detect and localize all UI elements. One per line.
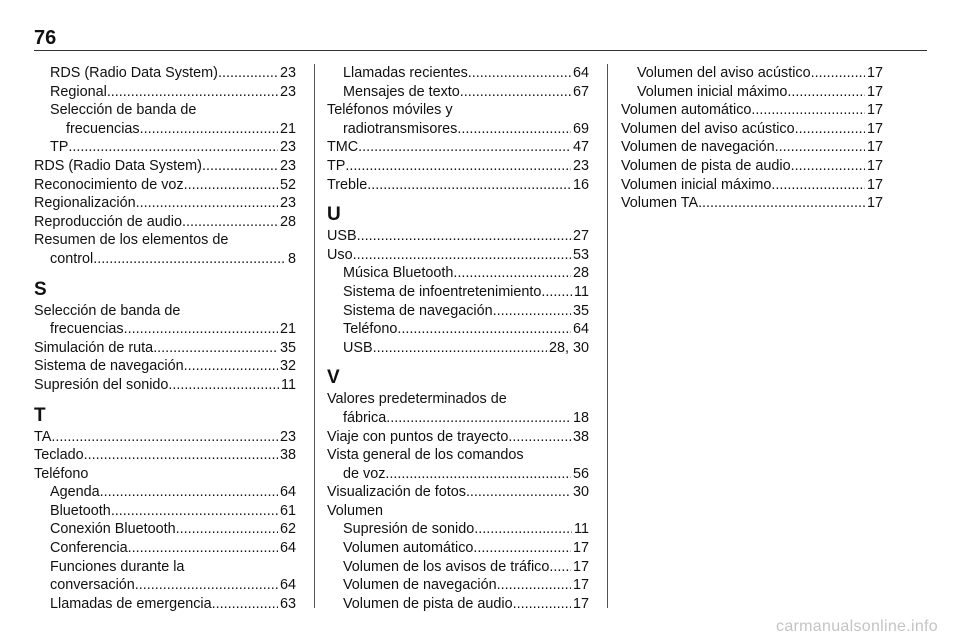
dot-leader <box>367 176 571 195</box>
index-term: RDS (Radio Data System) <box>50 65 218 81</box>
index-heading: Selección de banda de <box>50 102 197 119</box>
column-divider <box>607 64 608 608</box>
page-ref: 62 <box>279 521 296 538</box>
dot-leader <box>345 157 571 176</box>
index-term: Agenda <box>50 484 100 501</box>
dot-leader <box>541 283 572 302</box>
dot-leader <box>93 250 286 269</box>
index-entry <box>34 64 296 83</box>
dot-leader <box>140 120 278 139</box>
dot-leader <box>771 176 865 195</box>
index-entry <box>34 502 296 521</box>
index-entry <box>621 194 883 213</box>
index-column-3 <box>621 64 883 213</box>
index-term: control <box>50 250 94 267</box>
index-term: Mensajes de texto <box>343 83 460 100</box>
dot-leader <box>787 83 865 102</box>
page-ref: 23 <box>279 83 296 100</box>
index-entry <box>34 520 296 539</box>
page-ref: 23 <box>279 195 296 212</box>
index-entry <box>34 376 296 395</box>
page-number: 76 <box>34 27 57 49</box>
index-entry <box>34 446 296 465</box>
index-term: Regional <box>50 83 107 100</box>
page-ref: 63 <box>279 595 296 612</box>
page-ref: 17 <box>572 577 589 594</box>
page-ref: 56 <box>572 465 589 482</box>
index-term: Volumen del aviso acústico <box>621 120 795 137</box>
index-heading: Teléfono <box>34 465 89 482</box>
dot-leader <box>457 120 571 139</box>
index-term: Volumen de pista de audio <box>343 595 513 612</box>
index-term: Sistema de infoentretenimiento <box>343 283 542 300</box>
index-term: Volumen de navegación <box>621 139 775 156</box>
page-ref: 11 <box>281 376 296 393</box>
index-term: Visualización de fotos <box>327 484 466 501</box>
index-term: Volumen automático <box>343 540 474 557</box>
index-term: Simulación de ruta <box>34 339 154 356</box>
dot-leader <box>385 465 571 484</box>
dot-leader <box>791 157 865 176</box>
index-term: Sistema de navegación <box>34 358 184 375</box>
dot-leader <box>135 576 278 595</box>
header-rule <box>34 50 927 51</box>
index-term: conversación <box>50 577 135 594</box>
index-term: Volumen inicial máximo <box>621 176 772 193</box>
dot-leader <box>136 194 278 213</box>
index-entry <box>621 120 883 139</box>
index-entry <box>621 138 883 157</box>
index-term: Volumen de navegación <box>343 577 497 594</box>
index-column-1 <box>34 64 296 613</box>
page-ref: 64 <box>572 65 589 81</box>
index-heading: Volumen <box>327 502 384 519</box>
index-entry <box>34 250 296 269</box>
page-ref: 28, 30 <box>548 339 589 356</box>
page-ref: 28 <box>572 265 589 282</box>
dot-leader <box>751 101 865 120</box>
index-entry <box>34 428 296 447</box>
index-entry <box>34 120 296 139</box>
index-section-letter: T <box>34 404 46 426</box>
page-ref: 21 <box>279 321 296 338</box>
index-entry <box>327 320 589 339</box>
index-term: TMC <box>327 139 359 156</box>
page-ref: 17 <box>572 595 589 612</box>
page-ref: 27 <box>572 228 589 245</box>
page-ref: 17 <box>866 157 883 174</box>
page-ref: 23 <box>279 139 296 156</box>
index-section-letter: V <box>327 367 340 389</box>
index-entry <box>327 246 589 265</box>
index-term: Sistema de navegación <box>343 302 493 319</box>
index-term: RDS (Radio Data System) <box>34 157 202 174</box>
index-term: USB <box>343 339 373 356</box>
dot-leader <box>184 176 278 195</box>
dot-leader <box>493 302 571 321</box>
index-entry <box>34 157 296 176</box>
index-entry <box>621 176 883 195</box>
page-ref: 64 <box>279 577 296 594</box>
dot-leader <box>357 227 571 246</box>
index-term: de voz <box>343 465 386 482</box>
dot-leader <box>84 446 278 465</box>
page-ref: 23 <box>279 428 296 445</box>
page-ref: 17 <box>866 102 883 119</box>
dot-leader <box>468 64 571 83</box>
dot-leader <box>508 428 571 447</box>
index-entry <box>327 176 589 195</box>
dot-leader <box>460 83 571 102</box>
index-entry <box>34 320 296 339</box>
index-term: Volumen de los avisos de tráfico <box>343 558 550 575</box>
index-entry <box>34 357 296 376</box>
dot-leader <box>100 483 278 502</box>
index-term: Música Bluetooth <box>343 265 454 282</box>
page-ref: 17 <box>866 195 883 212</box>
page-ref: 11 <box>574 521 589 538</box>
index-entry <box>34 213 296 232</box>
index-entry <box>327 227 589 246</box>
dot-leader <box>795 120 865 139</box>
index-term: Volumen del aviso acústico <box>637 65 811 81</box>
page-ref: 16 <box>572 176 589 193</box>
index-entry <box>327 576 589 595</box>
index-column-2 <box>327 64 589 613</box>
dot-leader <box>453 264 571 283</box>
dot-leader <box>68 138 278 157</box>
page-ref: 17 <box>866 176 883 193</box>
index-heading: Teléfonos móviles y <box>327 102 453 119</box>
dot-leader <box>176 520 278 539</box>
dot-leader <box>107 83 278 102</box>
index-term: Llamadas recientes <box>343 65 468 81</box>
dot-leader <box>128 539 278 558</box>
index-term: Regionalización <box>34 195 136 212</box>
page-ref: 23 <box>279 65 296 81</box>
index-term: TP <box>327 157 346 174</box>
index-heading: Resumen de los elementos de <box>34 232 229 249</box>
index-term: Reconocimiento de voz <box>34 176 184 193</box>
index-term: Conexión Bluetooth <box>50 521 176 538</box>
index-term: Volumen automático <box>621 102 752 119</box>
index-term: USB <box>327 228 357 245</box>
page-ref: 23 <box>572 157 589 174</box>
page-ref: 69 <box>572 120 589 137</box>
page-ref: 17 <box>572 540 589 557</box>
dot-leader <box>218 64 278 83</box>
index-entry <box>327 64 589 83</box>
index-entry <box>621 64 883 83</box>
page-ref: 32 <box>279 358 296 375</box>
page-ref: 23 <box>279 157 296 174</box>
index-entry <box>327 595 589 614</box>
index-entry <box>34 83 296 102</box>
index-entry <box>34 576 296 595</box>
index-entry <box>327 465 589 484</box>
index-entry <box>327 283 589 302</box>
index-term: frecuencias <box>50 321 124 338</box>
index-term: Viaje con puntos de trayecto <box>327 428 509 445</box>
index-term: Supresión de sonido <box>343 521 475 538</box>
dot-leader <box>497 576 571 595</box>
index-term: fábrica <box>343 409 387 426</box>
page-ref: 52 <box>279 176 296 193</box>
index-entry <box>327 558 589 577</box>
page-ref: 64 <box>279 484 296 501</box>
dot-leader <box>212 595 278 614</box>
index-term: Treble <box>327 176 368 193</box>
index-entry <box>327 302 589 321</box>
dot-leader <box>168 376 279 395</box>
index-entry <box>34 138 296 157</box>
index-term: frecuencias <box>66 120 140 137</box>
index-heading: Vista general de los comandos <box>327 447 524 464</box>
index-term: Volumen de pista de audio <box>621 157 791 174</box>
page-ref: 64 <box>572 321 589 338</box>
dot-leader <box>473 539 571 558</box>
page-ref: 47 <box>572 139 589 156</box>
page-ref: 17 <box>866 139 883 156</box>
index-entry <box>34 483 296 502</box>
index-term: Volumen inicial máximo <box>637 83 788 100</box>
watermark: carmanualsonline.info <box>776 618 938 635</box>
page-ref: 35 <box>572 302 589 319</box>
page-ref: 64 <box>279 540 296 557</box>
index-entry <box>34 176 296 195</box>
dot-leader <box>397 320 571 339</box>
index-entry <box>327 483 589 502</box>
page-ref: 38 <box>279 447 296 464</box>
index-heading: Valores predeterminados de <box>327 391 507 408</box>
dot-leader <box>775 138 865 157</box>
dot-leader <box>513 595 571 614</box>
index-entry <box>327 428 589 447</box>
dot-leader <box>124 320 278 339</box>
index-term: Conferencia <box>50 540 128 557</box>
page-ref: 38 <box>572 428 589 445</box>
dot-leader <box>202 157 278 176</box>
page-ref: 30 <box>572 484 589 501</box>
dot-leader <box>358 138 571 157</box>
dot-leader <box>184 357 278 376</box>
index-entry <box>327 409 589 428</box>
index-term: Reproducción de audio <box>34 213 183 230</box>
page-ref: 53 <box>572 246 589 263</box>
index-entry <box>327 157 589 176</box>
dot-leader <box>111 502 278 521</box>
index-entry <box>327 120 589 139</box>
page-ref: 17 <box>572 558 589 575</box>
index-section-letter: S <box>34 278 47 300</box>
page-ref: 18 <box>572 409 589 426</box>
index-entry <box>621 83 883 102</box>
index-term: TA <box>34 428 52 445</box>
page-ref: 8 <box>287 250 296 267</box>
index-entry <box>621 101 883 120</box>
page-ref: 21 <box>279 120 296 137</box>
dot-leader <box>353 246 571 265</box>
dot-leader <box>386 409 571 428</box>
dot-leader <box>549 558 571 577</box>
index-entry <box>327 83 589 102</box>
page-ref: 17 <box>866 120 883 137</box>
dot-leader <box>51 428 278 447</box>
dot-leader <box>698 194 865 213</box>
index-entry <box>327 539 589 558</box>
index-entry <box>327 520 589 539</box>
index-term: Llamadas de emergencia <box>50 595 212 612</box>
dot-leader <box>373 339 547 358</box>
dot-leader <box>182 213 278 232</box>
page-ref: 11 <box>574 283 589 300</box>
page-ref: 67 <box>572 83 589 100</box>
index-term: Teléfono <box>343 321 398 338</box>
dot-leader <box>811 64 865 83</box>
index-entry <box>327 264 589 283</box>
dot-leader <box>466 483 571 502</box>
index-heading: Funciones durante la <box>50 558 185 575</box>
index-term: Bluetooth <box>50 502 111 519</box>
index-entry <box>34 339 296 358</box>
index-term: TP <box>50 139 69 156</box>
index-entry <box>34 539 296 558</box>
index-term: Teclado <box>34 447 84 464</box>
dot-leader <box>153 339 278 358</box>
index-entry <box>621 157 883 176</box>
index-entry <box>327 339 589 358</box>
index-term: radiotransmisores <box>343 120 458 137</box>
index-term: Supresión del sonido <box>34 376 169 393</box>
page-ref: 28 <box>279 213 296 230</box>
dot-leader <box>474 520 572 539</box>
index-section-letter: U <box>327 204 341 226</box>
page-ref: 17 <box>866 65 883 81</box>
index-term: Volumen TA <box>621 195 699 212</box>
page-ref: 35 <box>279 339 296 356</box>
page-ref: 61 <box>279 502 296 519</box>
index-entry <box>327 138 589 157</box>
page-ref: 17 <box>866 83 883 100</box>
column-divider <box>314 64 315 608</box>
index-term: Uso <box>327 246 353 263</box>
index-heading: Selección de banda de <box>34 302 181 319</box>
index-entry <box>34 595 296 614</box>
index-entry <box>34 194 296 213</box>
